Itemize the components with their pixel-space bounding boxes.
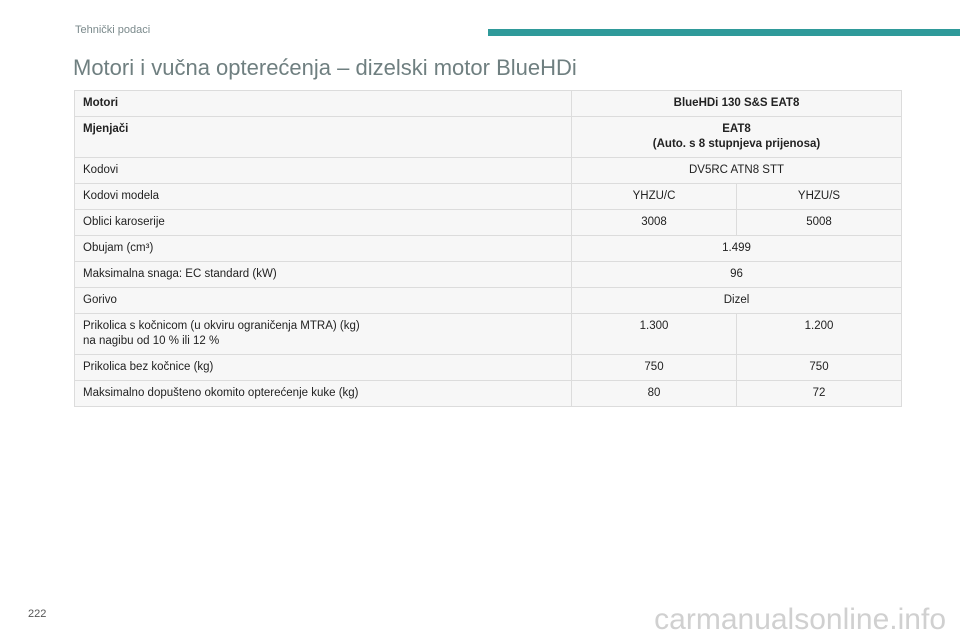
table-row xyxy=(75,355,902,381)
body-label: Oblici karoserije xyxy=(75,210,572,236)
gearbox-label: Mjenjači xyxy=(75,117,572,158)
page-title: Motori i vučna opterećenja – dizelski motor BlueHDi xyxy=(73,55,577,80)
power-label: Maksimalna snaga: EC standard (kW) xyxy=(75,262,572,288)
header-accent-bar xyxy=(488,29,960,36)
displacement-value: 1.499 xyxy=(572,236,902,262)
unbraked-trailer-3008: 750 xyxy=(572,355,737,381)
table-row xyxy=(75,288,902,314)
table-row xyxy=(75,314,902,355)
braked-trailer-3008: 1.300 xyxy=(572,314,737,355)
table-row xyxy=(75,381,902,407)
page-number: 222 xyxy=(28,608,47,620)
codes-label: Kodovi xyxy=(75,158,572,184)
table-row xyxy=(75,91,902,117)
table-row xyxy=(75,210,902,236)
table-row xyxy=(75,184,902,210)
nose-weight-3008: 80 xyxy=(572,381,737,407)
section-label: Tehnički podaci xyxy=(75,24,151,36)
model-code-3008: YHZU/C xyxy=(572,184,737,210)
specs-table xyxy=(74,90,902,407)
gearbox-value: EAT8 (Auto. s 8 stupnjeva prijenosa) xyxy=(572,117,902,158)
braked-trailer-label: Prikolica s kočnicom (u okviru ograničenja MTRA) (kg) na nagibu od 10 % ili 12 % xyxy=(75,314,572,355)
unbraked-trailer-5008: 750 xyxy=(737,355,902,381)
fuel-value: Dizel xyxy=(572,288,902,314)
engines-label: Motori xyxy=(75,91,572,117)
body-5008: 5008 xyxy=(737,210,902,236)
body-3008: 3008 xyxy=(572,210,737,236)
power-value: 96 xyxy=(572,262,902,288)
table-row xyxy=(75,158,902,184)
displacement-label: Obujam (cm³) xyxy=(75,236,572,262)
watermark-text: carmanualsonline.info xyxy=(654,603,946,636)
table-row xyxy=(75,117,902,158)
table-row xyxy=(75,236,902,262)
codes-value: DV5RC ATN8 STT xyxy=(572,158,902,184)
engines-value: BlueHDi 130 S&S EAT8 xyxy=(572,91,902,117)
braked-trailer-5008: 1.200 xyxy=(737,314,902,355)
model-codes-label: Kodovi modela xyxy=(75,184,572,210)
table-row xyxy=(75,262,902,288)
unbraked-trailer-label: Prikolica bez kočnice (kg) xyxy=(75,355,572,381)
nose-weight-label: Maksimalno dopušteno okomito opterećenje kuke (kg) xyxy=(75,381,572,407)
fuel-label: Gorivo xyxy=(75,288,572,314)
model-code-5008: YHZU/S xyxy=(737,184,902,210)
nose-weight-5008: 72 xyxy=(737,381,902,407)
